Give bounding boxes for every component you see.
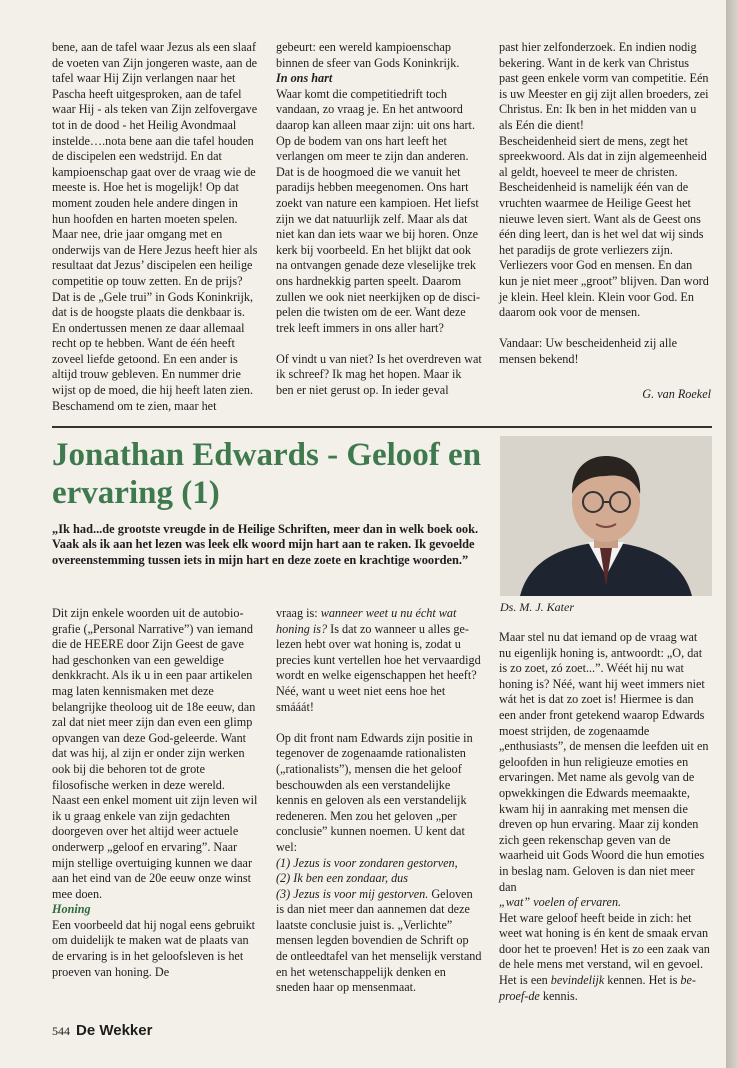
article-column-3 [499,630,711,1004]
article-col1-para-3: Een voorbeeld dat hij nogal eens gebruikt om duidelijk te maken wat de plaats van de ervaring is in het geloofsleven is het proeven van honing. De [52,917,256,979]
top-column-3 [499,40,711,403]
col2-p1-a: vraag is: [276,606,321,620]
col3-p2-beproefde: be-proef-de [499,973,696,1003]
portrait-image [500,436,712,596]
article-column-1 [52,606,258,980]
col2-list-2: (2) Ik ben een zondaar, dus [276,871,409,886]
article-title: Jonathan Edwards - Geloof en ervaring (1) [52,437,482,511]
top-col3-para-3: Vandaar: Uw bescheidenheid zij alle mensen bekend! [499,336,677,366]
article-col3-para-2 [499,911,711,1005]
top-column-2 [276,40,482,399]
photo-caption: Ds. M. J. Kater [500,600,574,614]
article-col1-para-2: Naast een enkel moment uit zijn leven wil ik u graag enkele van zijn gedachten doorgeven over het altijd weer actuele onderwerp „geloof en ervaring”. Naar mijn stellige overtuiging kunnen we daar aan het eind van de 20e eeuw onze winst mee doen. [52,793,258,901]
top-col1-text: bene, aan de tafel waar Jezus als een slaaf de voeten van Zijn jongeren waste, aan de tafel waar Hij Zijn verlangen naar het Pascha heeft uitgesproken, aan de tafel waar Hij - als teken van Zijn zelfovergave tot in de dood - het Heilig Avondmaal instelde….nota bene aan die tafel houden de discipelen een wedstrijd. En dat kampioenschap gaat over de vraag wie de meeste is. Hoe het is mogelijk! Op dat moment zouden hele andere dingen in hun hoofden en harten moeten spelen. Maar nee, drie jaar omgang met en onderwijs van de Here Jezus heeft hier als resultaat dat Jezus’ discipelen een heilige competitie op touw zetten. En de prijs? Dat is de „Gele trui” in Gods Koninkrijk, dat is de hoogste plaats die denkbaar is. En ondertussen menen ze daar allemaal recht op te hebben. Want de één heeft zoveel liefde getoond. En een ander is altijd trouw gebleven. En nummer drie wijst op de moed, die hij heeft laten zien. Beschamend om te zien, maar het [52,40,258,413]
col3-p2-e: kennis. [539,988,578,1003]
article-col3-para-1 [499,630,711,911]
page-number: 544 [52,1024,70,1038]
col2-p1-c: Is dat zo wanneer u alles gelezen hebt over wat honing is, zodat u precies kunt vertellen hoe het vervaardigd wordt en welke eigenschappen het heeft? Néé, want u weet niet eens hoe het smááát! [276,621,481,714]
col2-p3: Geloven is dan niet meer dan aannemen dat deze laatste conclusie juist is. „Verlichte” mensen legden bovendien de Schrift op de ontleedtafel van het menselijk verstand en het wetenschappelijk denken en sneden haar op mensenmaat. [276,886,482,995]
col3-p2-c: kennen. Het is [604,973,681,988]
page-edge-shadow [726,0,738,1068]
author-signature: G. van Roekel [642,387,711,402]
subheading-in-ons-hart: In ons hart [276,71,333,86]
top-col2-para-2: Waar komt die competitiedrift toch vandaan, zo vraag je. En het antwoord daarop kan alleen maar zijn: uit ons hart. Op de bodem van ons hart leeft het verlangen om meer te zijn dan anderen. Dat is de hoogmoed die we vanuit het paradijs hebben meegenomen. Ons hart zoekt van nature een kampioen. Het liefst zijn we dat natuurlijk zelf. Maar als dat niet kan dan iets waar we bij horen. Onze kerk bij voorbeeld. En het blijkt dat ook na ontvangen genade deze vleselijke trek ons hardnekkig parten speelt. Daarom zullen we ook niet neerkijken op de discipelen die twisten om de eer. Want deze trek leeft immers in ons aller hart? [276,86,481,335]
top-col2-para-1: gebeurt: een wereld kampioenschap binnen de sfeer van Gods Koninkrijk. [276,40,460,70]
section-divider [52,426,712,428]
col3-p1-italic: „wat” voelen of ervaren. [499,895,622,910]
col3-p1-text: Maar stel nu dat iemand op de vraag wat nu eigenlijk honing is, antwoordt: „O, dat is zo zoet, zó zoet...”. Wéét hij nu wat honing is? Néé, want hij weet immers niet wát het is dat zo zoet is! Hiermee is dan een ander front getekend waarop Edwards moest strijden, de zogenaamde „enthusiasts”, de mensen die leefden uit en geloofden in hun religieuze emoties en ervaringen. Met name als gevolg van de opwekkingen die Edwards meemaakte, kwam hij in aanraking met mensen die dreven op hun ervaring. Maar zij konden zich geen rekenschap geven van de waarheid uit Gods Woord die hun emoties in beslag nam. Geloven is dan niet meer dan [499,630,709,894]
article-col2-para-1 [276,606,482,715]
top-col3-para-1: past hier zelfonderzoek. En indien nodig bekering. Want in de kerk van Christus past geen enkele vorm van competitie. Eén is uw Meester en gij zijt allen broeders, zei Christus. En: Ik ben in het midden van u als Eén die dient! [499,40,709,132]
article-lead-quote: „Ik had...de grootste vreugde in de Heilige Schriften, meer dan in welk boek ook. Vaak als ik aan het lezen was leek elk woord mijn hart aan te raken. Ik gevoelde overeenstemming tussen iets in mijn hart en deze zoete en krachtige woorden.” [52,522,479,567]
article-column-2 [276,606,482,996]
top-col2-para-3: Of vindt u van niet? Is het overdreven wat ik schreef? Ik mag het hopen. Maar ik ben er niet gerust op. In ieder geval [276,351,482,398]
col2-p1-question: wanneer weet u nu écht wat honing is? [276,606,457,636]
page-footer [52,1022,152,1039]
col2-list-1: (1) Jezus is voor zondaren gestorven, [276,855,458,870]
article-col1-para-1: Dit zijn enkele woorden uit de autobiografie („Personal Narrative”) van iemand die de HEERE door Zijn Geest de gave had geschonken van een geweldige denkkracht. Als ik u in een paar artikelen mag laten kennismaken met deze belangrijke theoloog uit de 18e eeuw, dan zal dat niet meer zijn dan even een glimp opvangen van deze God-geleerde. Want dat was hij, al zijn er onder zijn werken ook bij die behoren tot de grote filosofische werken in deze wereld. [52,606,256,792]
col2-list-3: (3) Jezus is voor mij gestorven. [276,886,429,901]
col3-p2-bevindelijk: bevindelijk [550,973,605,988]
col3-p2-a: Het ware geloof heeft beide in zich: het weet wat honing is én kent de smaak ervan door het te proeven! Het is zo een zaak van de hele mens met verstand, wil en gevoel. Het is een [499,910,710,988]
top-column-1 [52,40,258,414]
magazine-name: De Wekker [76,1022,153,1039]
top-col3-para-2: Bescheidenheid siert de mens, zegt het spreekwoord. Als dat in zijn algemeenheid al geldt, hoeveel te meer de christen. Bescheidenheid is namelijk één van de vruchten waarmee de Heilige Geest het nieuwe leven siert. Want als de Geest ons één ding leert, dan is het wel dat wij sinds het paradijs de grote verliezers zijn. Verliezers voor God en mensen. En dan kun je niet meer „groot” blijven. Dan word je klein. Heel klein. Klein voor God. En daarom ook voor de mensen. [499,133,709,320]
author-photo [500,436,712,596]
article-col2-list [276,856,482,996]
subheading-honing: Honing [52,902,91,917]
article-col2-para-2: Op dit front nam Edwards zijn positie in tegenover de zogenaamde rationalisten („rationalists”), mensen die het geloof beschouwden als een verstandelijke kennis en geloven als een verstandelijk redeneren. Men zou het geloven „per conclusie” kunnen noemen. U kent dat wel: [276,730,473,854]
